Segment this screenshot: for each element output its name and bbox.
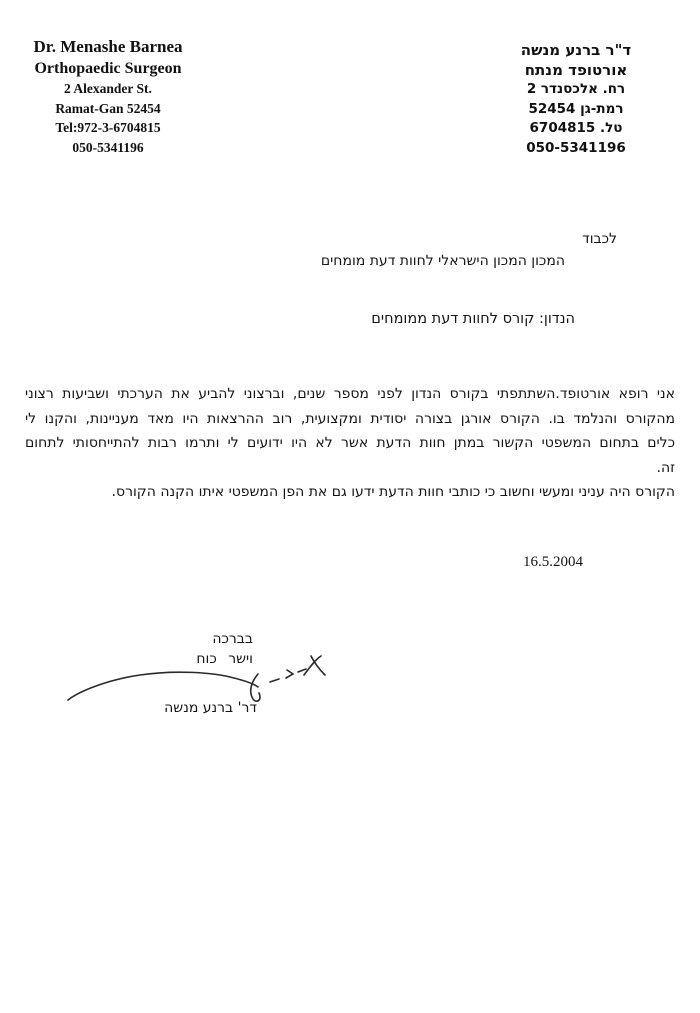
mobile-he: 050-5341196 [526,139,626,156]
subject-line: הנדון: קורס לחוות דעת ממומחים [371,311,575,327]
city-en: Ramat-Gan 52454 [55,100,161,116]
telephone-he: טל. 6704815 [529,120,623,136]
signature-flourish [68,672,258,700]
letter-date: 16.5.2004 [523,554,583,570]
signature-lamed-stroke [304,656,325,675]
body-line-3: כלים בתחום המשפטי הקשור במתן חוות הדעת אשר לא היו ידועים לי ותרמו רבות להתייחסותי לתחום [25,435,675,451]
body-paragraph [25,382,675,505]
closing-blessing: בברכה [212,631,253,647]
body-line-2: מהקורס והנלמד בו. הקורס אורגן בצורה יסודית ומקצועית, רוב ההרצאות היו מאד מעניינות, והקנו לי [25,410,675,427]
street-he: רח. אלכסנדר 2 [526,81,626,97]
street-en: 2 Alexander St. [64,81,152,96]
signer-name: דר' ברנע מנשה [164,700,257,716]
body-line-4: זה. [656,459,675,476]
signature-chevron [286,670,293,678]
body-line-5: הקורס היה עניני ומעשי וחשוב כי כותבי חוות הדעת ידעו גם את הפן המשפטי איתו הקנה הקורס. [111,484,675,500]
doctor-title-he: אורטופד מנתח [524,61,628,79]
signature-dash-2 [298,669,306,672]
closing-blessing-2: וישר כוח [196,651,253,667]
recipient-organization: המכון המכון הישראלי לחוות דעת מומחים [320,253,565,269]
doctor-title-en: Orthopaedic Surgeon [34,60,182,77]
letterhead-english [14,36,202,157]
city-he: רמת-גן 52454 [528,100,624,117]
doctor-name-en: Dr. Menashe Barnea [33,37,183,56]
body-line-1: אני רופא אורטופד.השתתפתי בקורס הנדון לפני מספר שנים, וברצוני להביע את הערכתי ושביעות רצוני [25,386,675,402]
signature-dash-1 [270,679,279,682]
doctor-name-he: ד"ר ברנע מנשה [520,41,632,59]
signature-stroke-tsadi [251,674,260,701]
telephone-en: Tel:972-3-6704815 [55,120,161,135]
mobile-en: 050-5341196 [72,139,144,155]
recipient-salutation: לכבוד [582,231,617,247]
letterhead-hebrew [490,40,662,158]
